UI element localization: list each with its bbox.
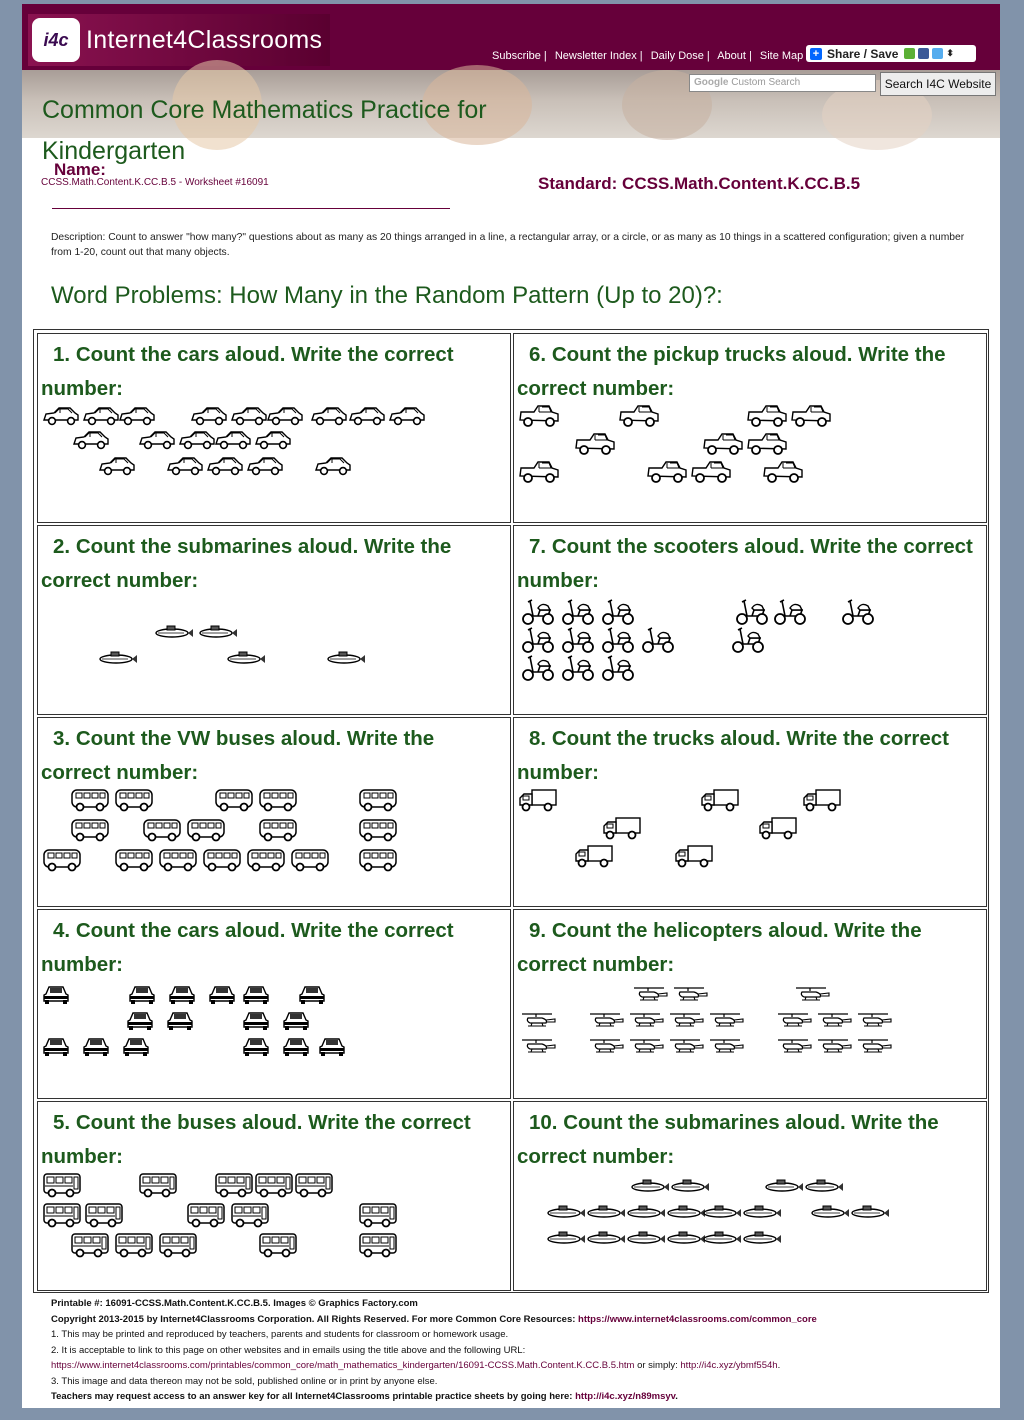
problem-number: 1.: [53, 343, 71, 366]
problem-cell: [513, 717, 987, 907]
nav-link-about[interactable]: About: [717, 50, 746, 62]
problem-grid: [33, 329, 989, 1293]
delivery-truck-icon: [758, 816, 798, 840]
bus-icon: [358, 1202, 398, 1228]
car-side-icon: [230, 406, 268, 426]
helicopter-icon: [706, 1012, 744, 1028]
submarine-icon: [226, 650, 266, 664]
footer-printable: Printable #: 16091-CCSS.Math.Content.K.CC.B.5. Images © Graphics Factory.com: [51, 1298, 418, 1309]
problem-text: [41, 338, 504, 406]
search-button[interactable]: Search I4C Website: [880, 72, 996, 96]
helicopter-icon: [706, 1038, 744, 1054]
submarine-icon: [702, 1204, 742, 1218]
vw-bus-icon: [42, 848, 82, 872]
bus-icon: [186, 1202, 226, 1228]
scooter-icon: [558, 652, 596, 682]
car-front-icon: [318, 1036, 346, 1056]
vw-bus-icon: [246, 848, 286, 872]
car-side-icon: [254, 430, 292, 450]
scooter-icon: [598, 624, 636, 654]
footer-or: or simply:: [634, 1360, 681, 1371]
delivery-truck-icon: [574, 844, 614, 868]
pickup-truck-icon: [618, 404, 660, 428]
footer-line-1: 1. This may be printed and reproduced by teachers, parents and students for classroom or homework usage.: [51, 1329, 509, 1340]
footer-line-2: 2. It is acceptable to link to this page on other websites and in emails using the title above and the following URL:: [51, 1344, 526, 1356]
section-title: Word Problems: How Many in the Random Pattern (Up to 20)?:: [51, 282, 723, 309]
submarine-icon: [670, 1178, 710, 1192]
bus-icon: [358, 1232, 398, 1258]
pickup-truck-icon: [746, 432, 788, 456]
site-header: [22, 4, 1000, 70]
submarine-icon: [198, 624, 238, 638]
problem-cell: [37, 333, 511, 523]
share-label: Share / Save: [827, 46, 899, 61]
car-side-icon: [72, 430, 110, 450]
car-side-icon: [166, 456, 204, 476]
problem-text: [517, 914, 980, 982]
problem-prompt: Count the pickup trucks aloud. Write the correct number:: [517, 343, 946, 400]
bus-icon: [254, 1172, 294, 1198]
nav-link-newsletter-index[interactable]: Newsletter Index: [554, 50, 637, 62]
bus-icon: [84, 1202, 124, 1228]
submarine-icon: [742, 1204, 782, 1218]
car-side-icon: [82, 406, 120, 426]
helicopter-icon: [666, 1012, 704, 1028]
scooter-icon: [728, 624, 766, 654]
problem-text: [517, 338, 980, 406]
scooter-icon: [732, 596, 770, 626]
car-front-icon: [42, 1036, 70, 1056]
pickup-truck-icon: [790, 404, 832, 428]
footer-answer-key-line: [51, 1389, 991, 1405]
footer-period: .: [777, 1360, 781, 1371]
vw-bus-icon: [114, 788, 154, 812]
problem-cell: [513, 525, 987, 715]
page-title: Common Core Mathematics Practice for Kindergarten: [42, 96, 487, 165]
name-line: [52, 208, 450, 209]
logo-badge: i4c: [32, 18, 80, 62]
car-front-icon: [242, 1036, 270, 1056]
submarine-icon: [742, 1230, 782, 1244]
car-front-icon: [168, 984, 196, 1004]
scooter-icon: [598, 652, 636, 682]
car-front-icon: [298, 984, 326, 1004]
problem-number: 4.: [53, 919, 71, 942]
footer-url-line: [51, 1358, 991, 1374]
problem-cell: [513, 909, 987, 1099]
footer: [51, 1296, 991, 1405]
problem-text: [41, 1106, 504, 1174]
car-front-icon: [208, 984, 236, 1004]
car-front-icon: [82, 1036, 110, 1056]
bus-icon: [42, 1202, 82, 1228]
problem-prompt: Count the submarines aloud. Write the correct number:: [41, 535, 452, 592]
logo-text: Internet4Classrooms: [86, 26, 323, 54]
standard-label: Standard: CCSS.Math.Content.K.CC.B.5: [538, 174, 861, 193]
helicopter-icon: [814, 1038, 852, 1054]
pickup-truck-icon: [646, 460, 688, 484]
car-front-icon: [128, 984, 156, 1004]
top-nav: Subscribe | Newsletter Index | Daily Dose | About | Site Map: [492, 50, 804, 62]
submarine-icon: [666, 1230, 706, 1244]
pickup-truck-icon: [518, 404, 560, 428]
problem-number: 5.: [53, 1111, 71, 1134]
car-side-icon: [190, 406, 228, 426]
bus-icon: [114, 1232, 154, 1258]
problem-prompt: Count the trucks aloud. Write the correct number:: [517, 727, 949, 784]
nav-link-daily-dose[interactable]: Daily Dose: [650, 50, 704, 62]
vw-bus-icon: [142, 818, 182, 842]
vw-bus-icon: [290, 848, 330, 872]
car-side-icon: [246, 456, 284, 476]
bus-icon: [138, 1172, 178, 1198]
problem-prompt: Count the buses aloud. Write the correct number:: [41, 1111, 471, 1168]
scooter-icon: [638, 624, 676, 654]
scooter-icon: [558, 624, 596, 654]
submarine-icon: [98, 650, 138, 664]
vw-bus-icon: [186, 818, 226, 842]
site-logo[interactable]: [28, 14, 330, 66]
submarine-icon: [702, 1230, 742, 1244]
helicopter-icon: [630, 986, 668, 1002]
problem-text: [517, 1106, 980, 1174]
problem-number: 7.: [529, 535, 547, 558]
submarine-icon: [764, 1178, 804, 1192]
submarine-icon: [810, 1204, 850, 1218]
submarine-icon: [626, 1230, 666, 1244]
problem-cell: [37, 525, 511, 715]
problem-cell: [513, 333, 987, 523]
helicopter-icon: [626, 1012, 664, 1028]
submarine-icon: [804, 1178, 844, 1192]
worksheet-id: CCSS.Math.Content.K.CC.B.5 - Worksheet #16091: [41, 177, 269, 188]
footer-period: .: [675, 1391, 678, 1402]
chevron-icon: ⬍: [946, 48, 954, 58]
problem-cell: [37, 1101, 511, 1291]
full-url-link[interactable]: https://www.internet4classrooms.com/printables/common_core/math_mathematics_kindergarten/16091-CCSS.Math.Content.K.CC.B.5.htm: [51, 1360, 635, 1371]
problem-number: 3.: [53, 727, 71, 750]
car-front-icon: [42, 984, 70, 1004]
pickup-truck-icon: [518, 460, 560, 484]
bus-icon: [214, 1172, 254, 1198]
plus-icon: +: [810, 48, 822, 60]
pickup-truck-icon: [574, 432, 616, 456]
nav-link-site-map[interactable]: Site Map: [759, 50, 804, 62]
car-front-icon: [282, 1010, 310, 1030]
helicopter-icon: [670, 986, 708, 1002]
car-side-icon: [314, 456, 352, 476]
submarine-icon: [630, 1178, 670, 1192]
bus-icon: [294, 1172, 334, 1198]
helicopter-icon: [774, 1038, 812, 1054]
problem-number: 2.: [53, 535, 71, 558]
helicopter-icon: [518, 1012, 556, 1028]
share-icon: [904, 48, 915, 59]
scooter-icon: [518, 624, 556, 654]
car-side-icon: [206, 456, 244, 476]
answer-key-link[interactable]: http://i4c.xyz/n89msyv: [575, 1391, 676, 1402]
problem-text: [41, 914, 504, 982]
car-side-icon: [42, 406, 80, 426]
car-side-icon: [348, 406, 386, 426]
delivery-truck-icon: [518, 788, 558, 812]
problem-prompt: Count the VW buses aloud. Write the correct number:: [41, 727, 435, 784]
car-side-icon: [118, 406, 156, 426]
vw-bus-icon: [258, 788, 298, 812]
submarine-icon: [586, 1204, 626, 1218]
pickup-truck-icon: [690, 460, 732, 484]
nav-link-subscribe[interactable]: Subscribe: [492, 50, 541, 62]
footer-line-3: 3. This image and data thereon may not be sold, published online or in print by anyone else.: [51, 1375, 438, 1387]
car-side-icon: [214, 430, 252, 450]
submarine-icon: [666, 1204, 706, 1218]
problem-number: 10.: [529, 1111, 558, 1134]
car-front-icon: [242, 1010, 270, 1030]
problem-prompt: Count the submarines aloud. Write the correct number:: [517, 1111, 939, 1168]
car-side-icon: [138, 430, 176, 450]
problem-cell: [37, 717, 511, 907]
problem-text: [41, 722, 504, 790]
footer-copyright: Copyright 2013-2015 by Internet4Classrooms Corporation. All Rights Reserved. For more Common Core Resources:: [51, 1313, 579, 1325]
search-placeholder: Custom Search: [731, 77, 801, 88]
scooter-icon: [518, 652, 556, 682]
bus-icon: [70, 1232, 110, 1258]
problem-text: [517, 722, 980, 790]
search-input[interactable]: [689, 74, 876, 92]
submarine-icon: [850, 1204, 890, 1218]
google-brand: Google: [694, 77, 729, 88]
submarine-icon: [154, 624, 194, 638]
problem-number: 9.: [529, 919, 547, 942]
twitter-icon: [932, 48, 943, 59]
bus-icon: [258, 1232, 298, 1258]
delivery-truck-icon: [700, 788, 740, 812]
problem-text: [41, 530, 504, 598]
submarine-icon: [586, 1230, 626, 1244]
facebook-icon: [918, 48, 929, 59]
pickup-truck-icon: [762, 460, 804, 484]
helicopter-icon: [814, 1012, 852, 1028]
worksheet-page: [22, 4, 1000, 1408]
problem-cell: [37, 909, 511, 1099]
scooter-icon: [838, 596, 876, 626]
vw-bus-icon: [158, 848, 198, 872]
vw-bus-icon: [70, 818, 110, 842]
bus-icon: [158, 1232, 198, 1258]
car-side-icon: [310, 406, 348, 426]
problem-prompt: Count the cars aloud. Write the correct number:: [41, 919, 454, 976]
footer-answer-key: Teachers may request access to an answer key for all Internet4Classrooms printable practice sheets by going here:: [51, 1391, 576, 1402]
problem-text: [517, 530, 980, 598]
vw-bus-icon: [358, 818, 398, 842]
bus-icon: [230, 1202, 270, 1228]
scooter-icon: [598, 596, 636, 626]
vw-bus-icon: [214, 788, 254, 812]
submarine-icon: [626, 1204, 666, 1218]
helicopter-icon: [666, 1038, 704, 1054]
helicopter-icon: [854, 1012, 892, 1028]
helicopter-icon: [626, 1038, 664, 1054]
car-front-icon: [122, 1036, 150, 1056]
vw-bus-icon: [358, 848, 398, 872]
problem-cell: [513, 1101, 987, 1291]
car-side-icon: [178, 430, 216, 450]
bus-icon: [42, 1172, 82, 1198]
car-front-icon: [126, 1010, 154, 1030]
pickup-truck-icon: [702, 432, 744, 456]
vw-bus-icon: [258, 818, 298, 842]
delivery-truck-icon: [674, 844, 714, 868]
common-core-link[interactable]: https://www.internet4classrooms.com/common_core: [578, 1313, 817, 1325]
pickup-truck-icon: [746, 404, 788, 428]
vw-bus-icon: [202, 848, 242, 872]
scooter-icon: [770, 596, 808, 626]
car-side-icon: [266, 406, 304, 426]
vw-bus-icon: [114, 848, 154, 872]
helicopter-icon: [792, 986, 830, 1002]
name-label: Name:: [54, 160, 106, 179]
description: Description: Count to answer "how many?" questions about as many as 20 things arranged in a line, a rectangular array, or a circle, or as many as 10 things in a scattered configuration; given a number from 1-20, count out that many objects.: [51, 232, 965, 258]
scooter-icon: [558, 596, 596, 626]
footer-copyright-line: [51, 1312, 991, 1328]
scooter-icon: [518, 596, 556, 626]
share-save-button[interactable]: [806, 45, 976, 62]
problem-prompt: Count the helicopters aloud. Write the correct number:: [517, 919, 922, 976]
problem-number: 6.: [529, 343, 547, 366]
car-side-icon: [98, 456, 136, 476]
problem-number: 8.: [529, 727, 547, 750]
submarine-icon: [326, 650, 366, 664]
helicopter-icon: [586, 1012, 624, 1028]
helicopter-icon: [518, 1038, 556, 1054]
problem-prompt: Count the cars aloud. Write the correct number:: [41, 343, 454, 400]
helicopter-icon: [854, 1038, 892, 1054]
vw-bus-icon: [70, 788, 110, 812]
car-front-icon: [242, 984, 270, 1004]
short-url-link[interactable]: http://i4c.xyz/ybmf554h: [680, 1360, 778, 1371]
delivery-truck-icon: [802, 788, 842, 812]
helicopter-icon: [586, 1038, 624, 1054]
helicopter-icon: [774, 1012, 812, 1028]
car-front-icon: [282, 1036, 310, 1056]
submarine-icon: [546, 1230, 586, 1244]
submarine-icon: [546, 1204, 586, 1218]
car-side-icon: [388, 406, 426, 426]
car-front-icon: [166, 1010, 194, 1030]
problem-prompt: Count the scooters aloud. Write the correct number:: [517, 535, 973, 592]
vw-bus-icon: [358, 788, 398, 812]
delivery-truck-icon: [602, 816, 642, 840]
